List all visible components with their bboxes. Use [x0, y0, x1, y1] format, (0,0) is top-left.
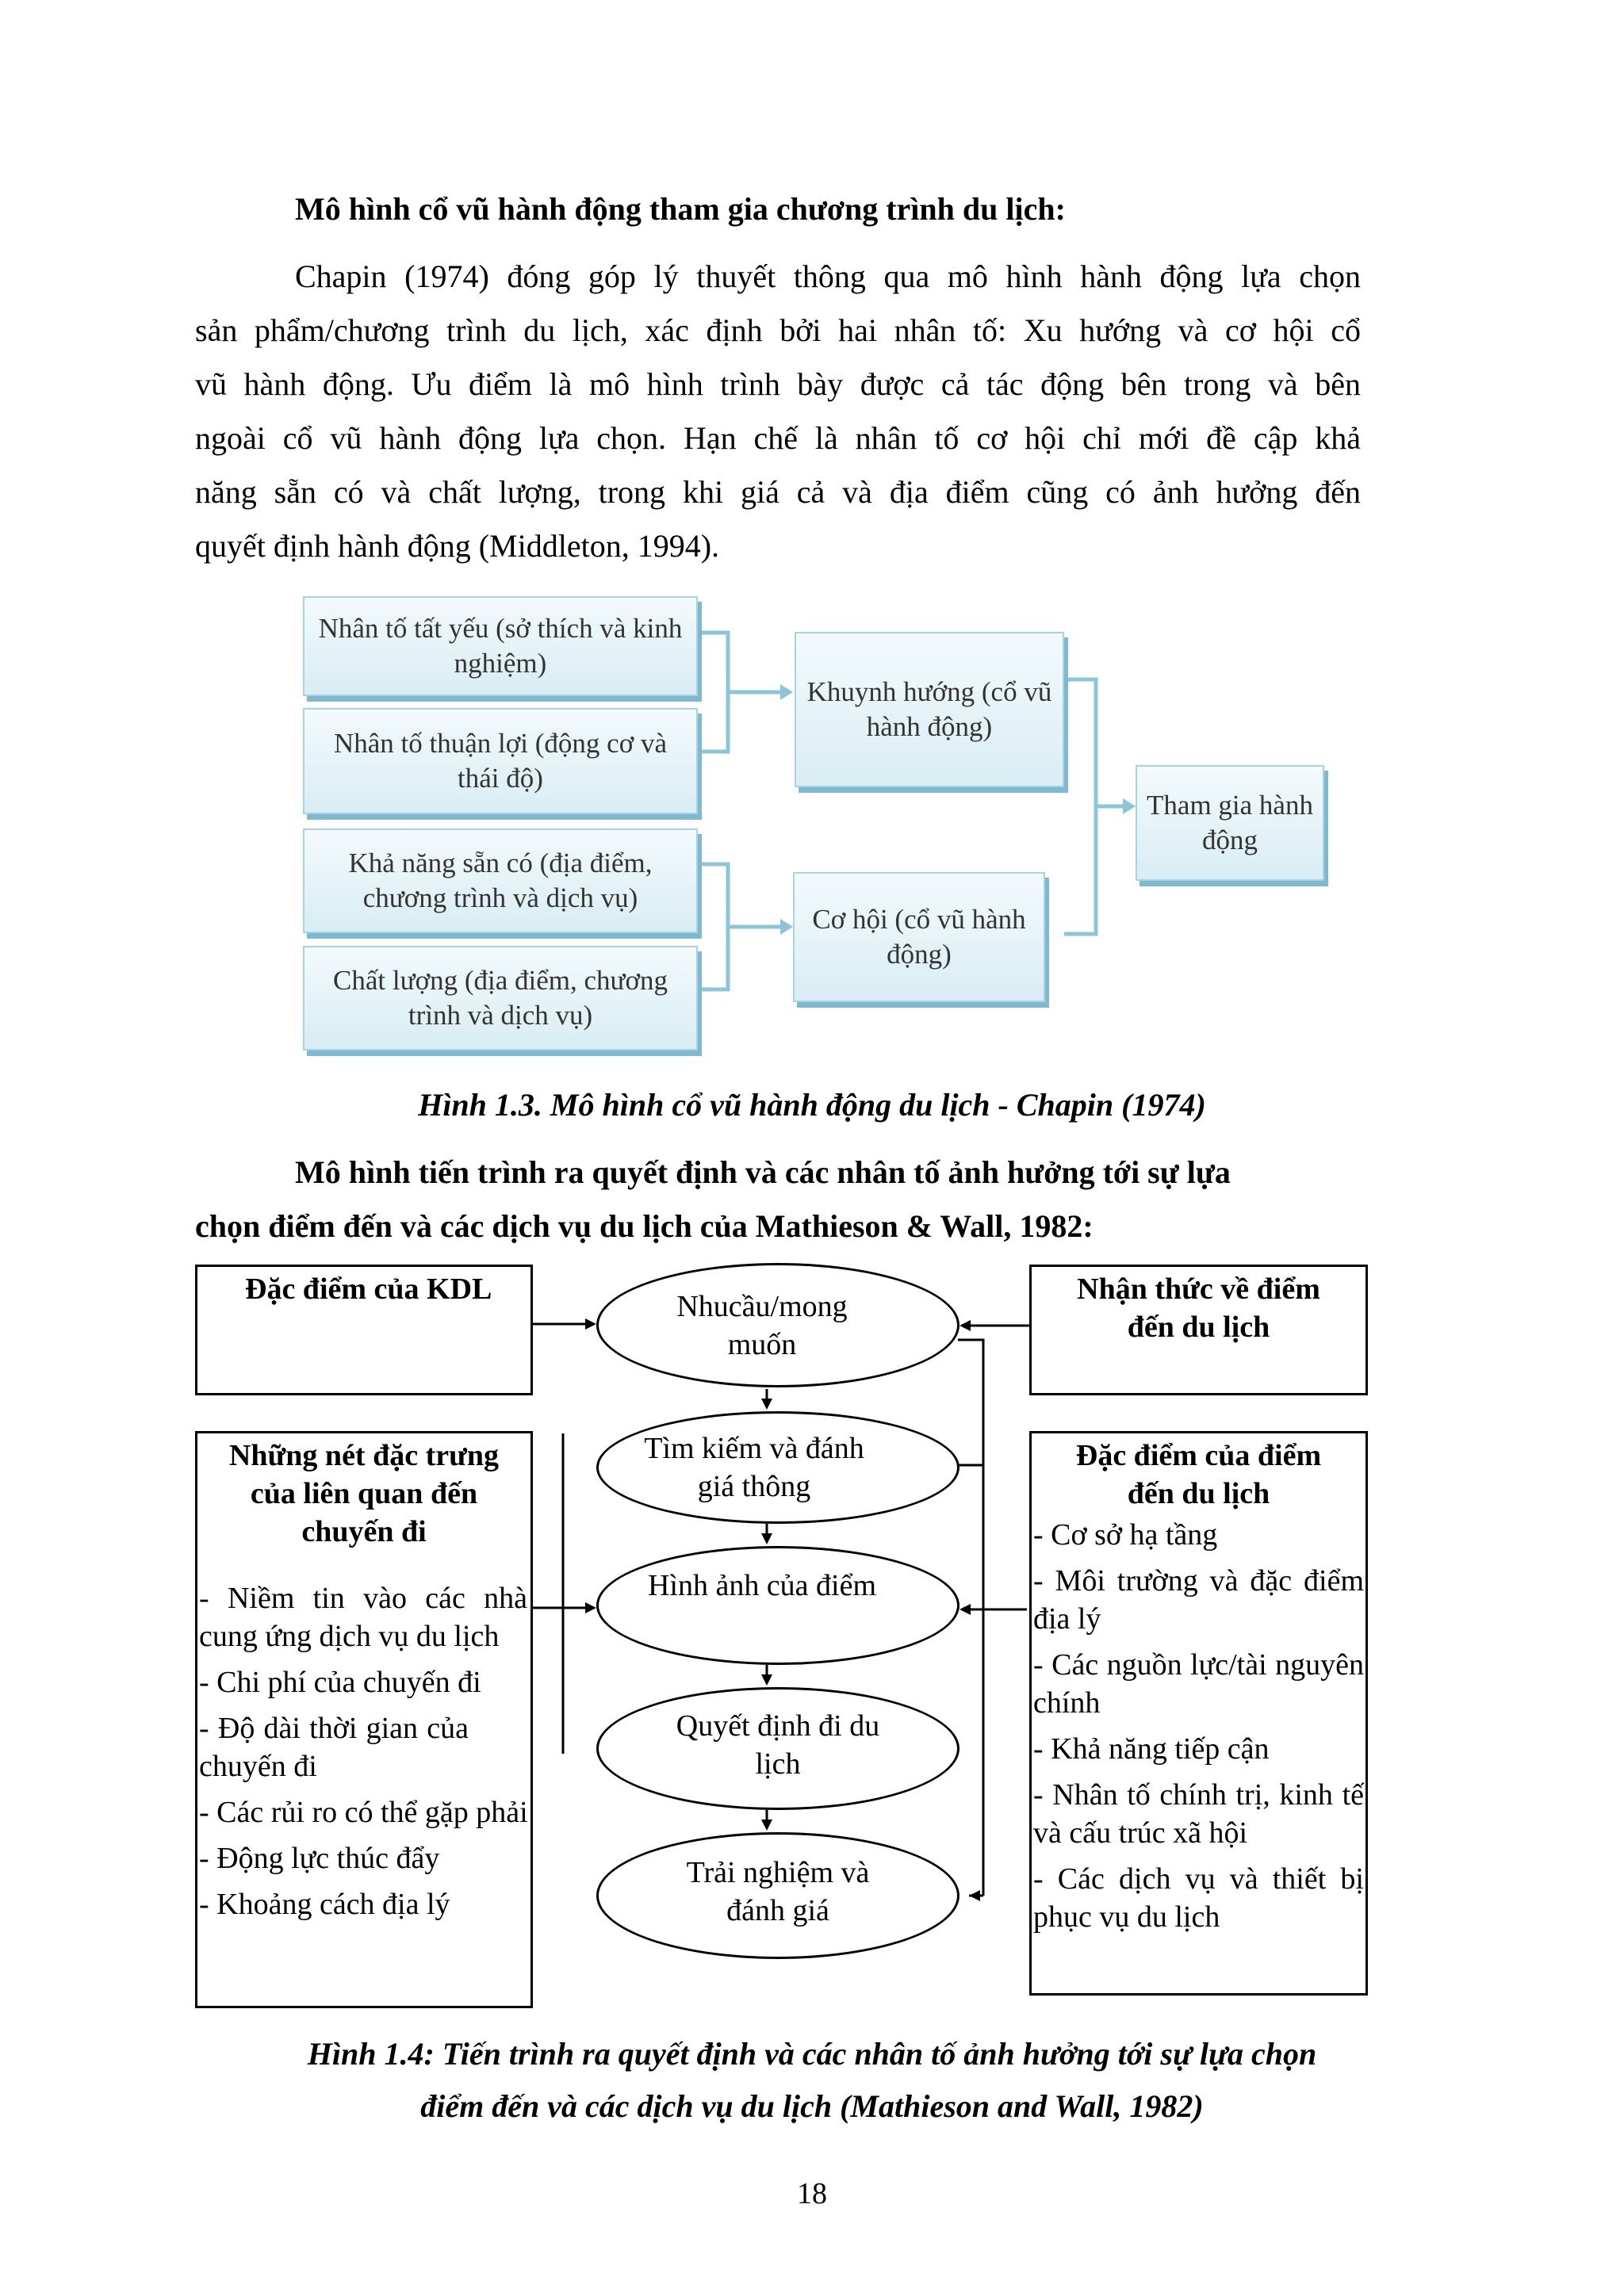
list-item: - Cơ sở hạ tầng [1033, 1518, 1218, 1552]
box-trip-characteristics [195, 1431, 533, 2008]
figure-1-4-caption-line2: điểm đến và các dịch vụ du lịch (Mathieson and Wall, 1982) [420, 2088, 1204, 2124]
figure-1-4-caption-line1: Hình 1.4: Tiến trình ra quyết định và các nhân tố ảnh hưởng tới sự lựa chọn [307, 2036, 1317, 2072]
paragraph-line: năng sẵn có và chất lượng, trong khi giá cả và địa điểm cũng có ảnh hưởng đến [195, 474, 1361, 510]
ellipse-need-label: Nhucầu/mong muốn [676, 1289, 848, 1361]
ellipse-search-label: Tìm kiếm và đánh giá thông [644, 1432, 864, 1503]
ellipse-experience-label: Trải nghiệm và đánh giá [686, 1856, 870, 1927]
box-tourist-characteristics [195, 1265, 533, 1395]
list-item: - Niềm tin vào các nhà cung ứng dịch vụ du lịch [199, 1582, 527, 1653]
list-item: - Môi trường và đặc điểm địa lý [1033, 1564, 1364, 1636]
ellipse-experience [596, 1832, 959, 1959]
ellipse-decision-label: Quyết định đi du lịch [676, 1709, 880, 1781]
box-favorable-factors: Nhân tố thuận lợi (động cơ và thái độ) [303, 708, 698, 814]
box-destination-perception-title: Nhận thức về điểm đến du lịch [1077, 1272, 1320, 1344]
ellipse-image [596, 1546, 959, 1665]
list-item: - Khoảng cách địa lý [199, 1888, 450, 1921]
section-heading-2-line1: Mô hình tiến trình ra quyết định và các nhân tố ảnh hưởng tới sự lựa [295, 1154, 1231, 1190]
ellipse-image-label: Hình ảnh của điểm [647, 1569, 877, 1602]
list-item: - Các rủi ro có thể gặp phải [199, 1796, 528, 1829]
list-item: - Độ dài thời gian của chuyến đi [199, 1712, 469, 1783]
figure-1-4-caption [0, 2028, 1624, 2133]
paragraph-line: quyết định hành động (Middleton, 1994). [195, 528, 720, 564]
list-item: - Nhân tố chính trị, kinh tế và cấu trúc xã hội [1033, 1778, 1364, 1850]
box-trip-characteristics-title: Những nét đặc trưng của liên quan đến chuyến đi [228, 1439, 500, 1548]
figure-1-3-caption: Hình 1.3. Mô hình cổ vũ hành động du lịch - Chapin (1974) [418, 1087, 1206, 1123]
paragraph-line: vũ hành động. Ưu điểm là mô hình trình bày được cả tác động bên trong và bên [195, 366, 1361, 402]
ellipse-decision [596, 1687, 959, 1810]
paragraph-line: sản phẩm/chương trình du lịch, xác định bởi hai nhân tố: Xu hướng và cơ hội cổ [195, 312, 1361, 348]
box-availability: Khả năng sẵn có (địa điểm, chương trình và dịch vụ) [303, 828, 698, 933]
paragraph-line: Chapin (1974) đóng góp lý thuyết thông qua mô hình hành động lựa chọn [295, 258, 1361, 294]
section-heading-1: Mô hình cổ vũ hành động tham gia chương trình du lịch: [295, 191, 1066, 227]
box-quality: Chất lượng (địa điểm, chương trình và dịch vụ) [303, 946, 698, 1050]
box-destination-characteristics [1029, 1431, 1368, 1996]
list-item: - Động lực thúc đẩy [199, 1842, 440, 1875]
page-number: 18 [797, 2177, 827, 2210]
ellipse-search [596, 1411, 959, 1524]
box-destination-perception [1029, 1265, 1368, 1395]
box-tourist-characteristics-title: Đặc điểm của KDL [245, 1272, 492, 1306]
paragraph-line: ngoài cổ vũ hành động lựa chọn. Hạn chế là nhân tố cơ hội chỉ mới đề cập khả [195, 420, 1361, 456]
box-essential-factors: Nhân tố tất yếu (sở thích và kinh nghiệm) [303, 596, 698, 696]
list-item: - Khả năng tiếp cận [1033, 1732, 1270, 1766]
list-item: - Chi phí của chuyến đi [199, 1666, 481, 1699]
section-heading-2-line2: chọn điểm đến và các dịch vụ du lịch của Mathieson & Wall, 1982: [195, 1208, 1094, 1244]
box-opportunity: Cơ hội (cổ vũ hành động) [793, 872, 1045, 1002]
box-participation: Tham gia hành động [1136, 765, 1324, 881]
box-destination-characteristics-title: Đặc điểm của điểm đến du lịch [1075, 1439, 1322, 1510]
list-item: - Các nguồn lực/tài nguyên chính [1033, 1648, 1364, 1720]
ellipse-need [596, 1263, 959, 1387]
list-item: - Các dịch vụ và thiết bị phục vụ du lịch [1033, 1862, 1364, 1934]
box-tendency: Khuynh hướng (cổ vũ hành động) [795, 632, 1064, 787]
